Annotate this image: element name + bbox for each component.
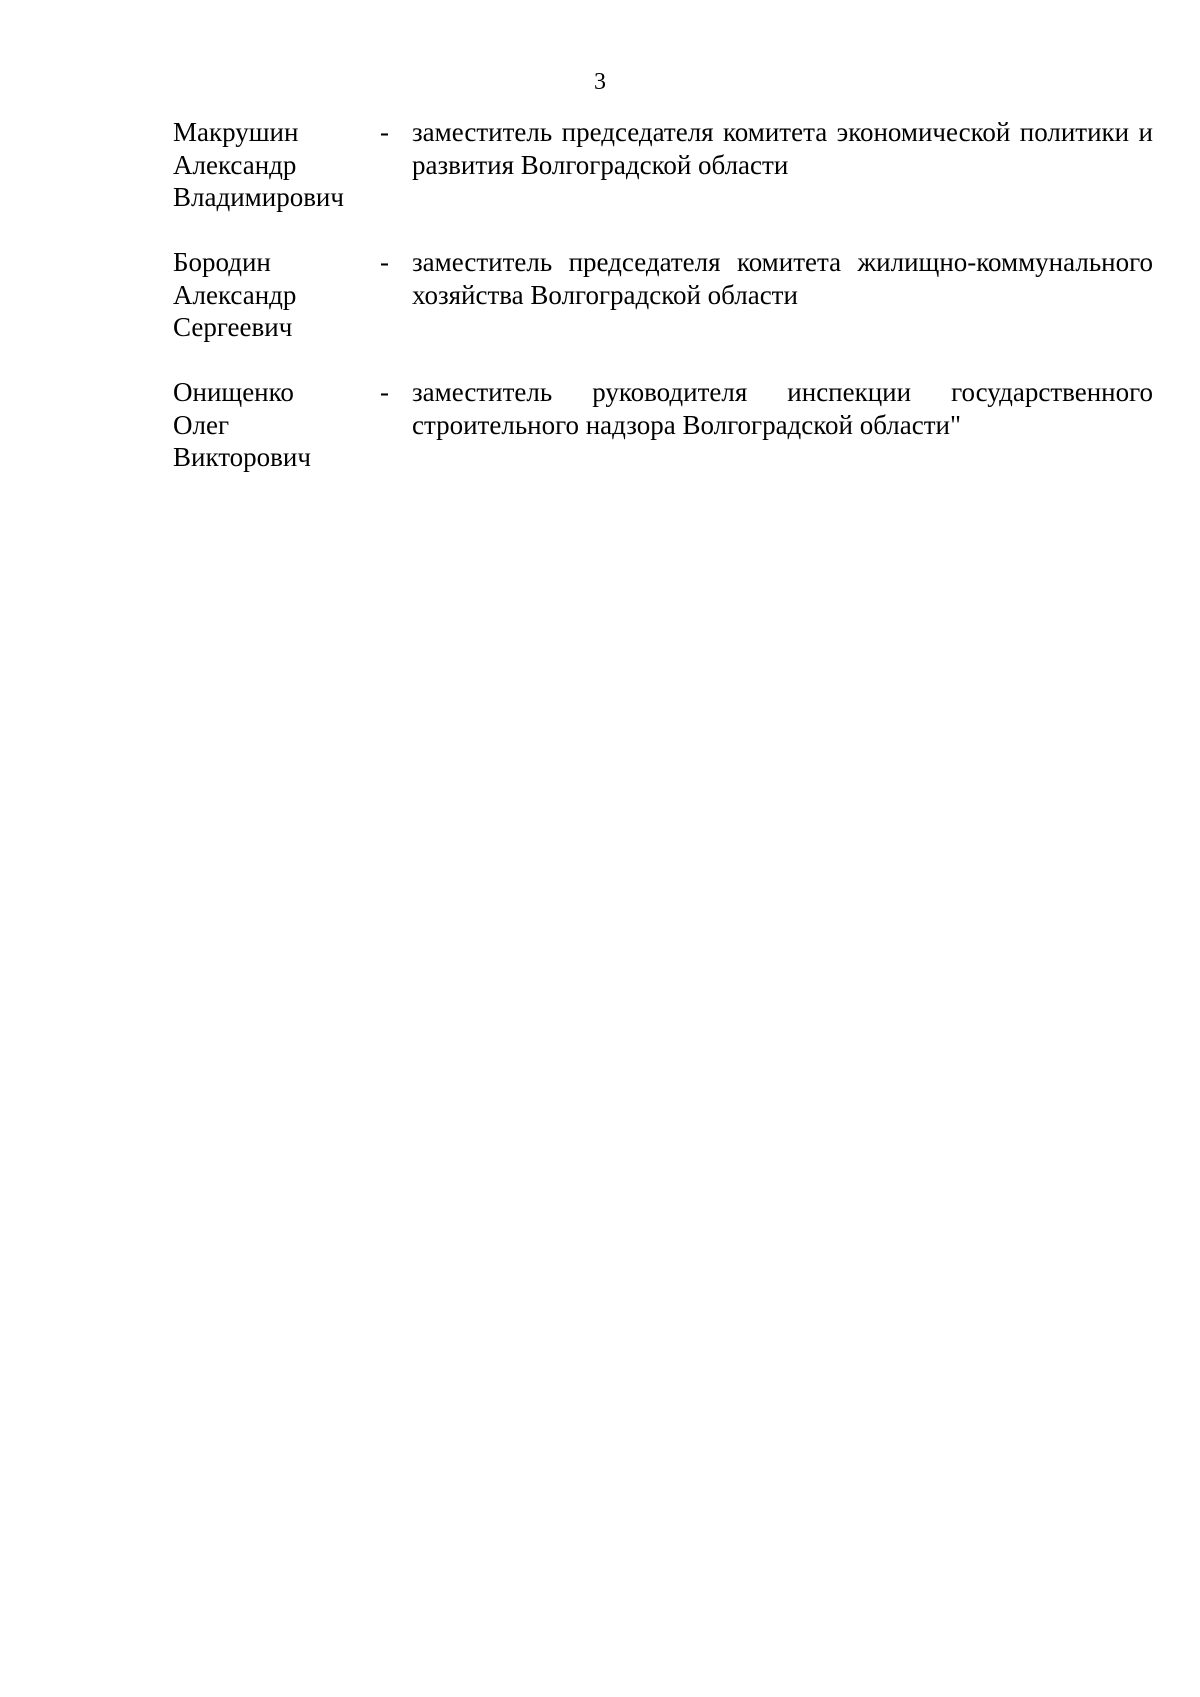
member-entry <box>173 376 1153 473</box>
member-first-name: Александр <box>173 279 297 310</box>
member-patronymic: Викторович <box>173 442 311 472</box>
page-number: 3 <box>594 69 606 95</box>
member-position: заместитель председателя комитета экономической политики и развития Волгоградской области <box>412 117 1153 180</box>
member-full-name <box>173 246 373 344</box>
member-dash: - <box>380 377 389 407</box>
member-first-name: Олег <box>173 409 230 440</box>
member-entry <box>173 116 1153 213</box>
member-surname: Бородин <box>173 247 271 277</box>
member-full-name <box>173 116 373 214</box>
member-position: заместитель председателя комитета жилищно-коммунального хозяйства Волгоградской области <box>412 247 1153 310</box>
member-patronymic: Владимирович <box>173 182 344 212</box>
member-patronymic: Сергеевич <box>173 312 293 342</box>
member-surname: Онищенко <box>173 377 294 407</box>
member-dash: - <box>380 117 389 147</box>
member-surname: Макрушин <box>173 117 299 147</box>
member-position: заместитель руководителя инспекции государственного строительного надзора Волгоградской области" <box>412 377 1153 440</box>
member-list <box>173 116 1153 506</box>
member-first-name: Александр <box>173 149 297 180</box>
member-dash: - <box>380 247 389 277</box>
member-full-name <box>173 376 373 474</box>
member-entry <box>173 246 1153 343</box>
